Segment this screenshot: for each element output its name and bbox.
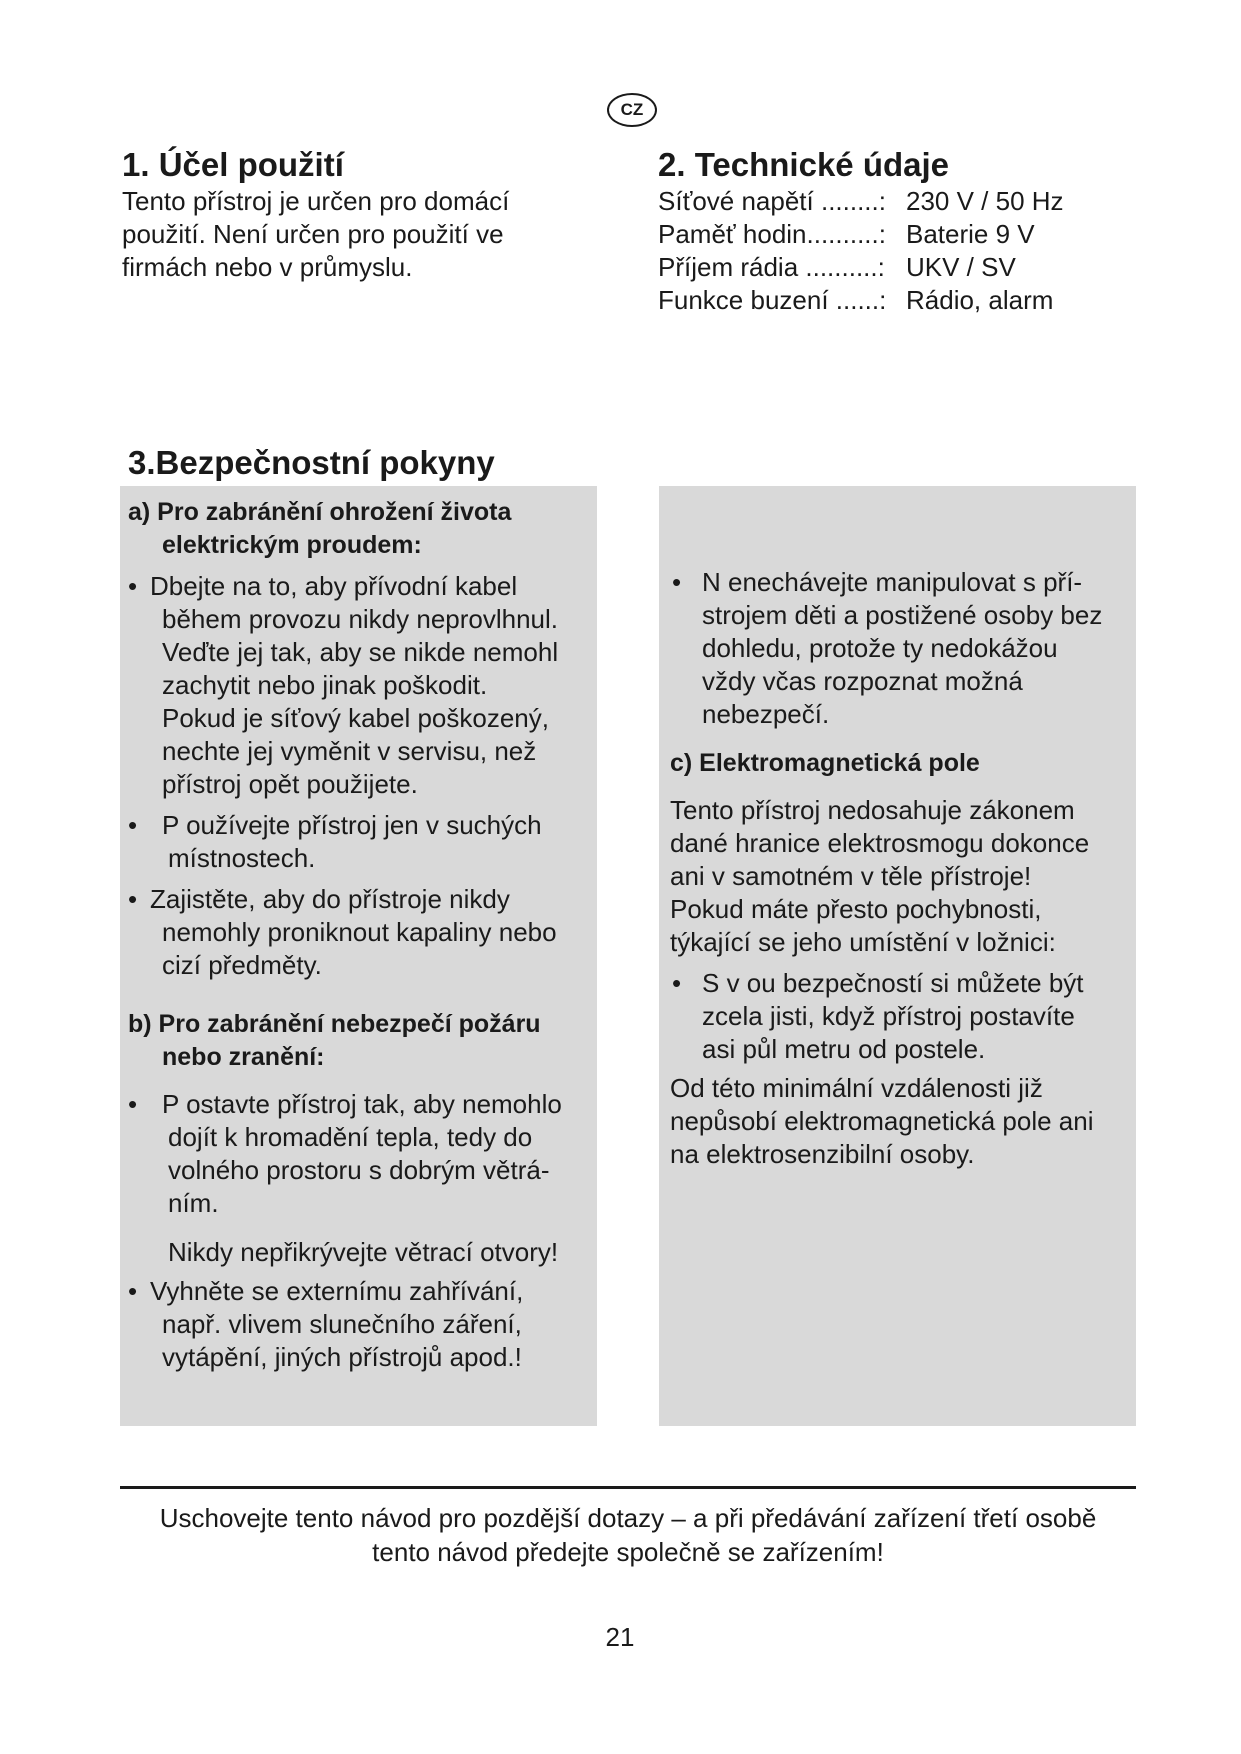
spec-row	[658, 218, 1138, 251]
text-line: během provozu nikdy neprovlhnul.	[162, 604, 559, 634]
text-line: ani v samotném v těle přístroje!	[670, 861, 1032, 891]
bullet-item	[128, 1275, 608, 1374]
section-purpose	[122, 145, 592, 284]
text-line: Vyhněte se externímu zahřívání,	[150, 1276, 524, 1306]
text-line: cizí předměty.	[162, 950, 322, 980]
bullet-item	[670, 967, 1140, 1066]
text-line: asi půl metru od postele.	[702, 1034, 986, 1064]
subsection-a-heading	[128, 496, 608, 562]
text-line: Dbejte na to, aby přívodní kabel	[150, 571, 518, 601]
text-line: nechte jej vyměnit v servisu, než	[162, 736, 537, 766]
section-purpose-title: 1. Účel použití	[122, 146, 344, 183]
heading-line: nebo zranění:	[162, 1043, 325, 1071]
spec-row	[658, 251, 1138, 284]
subsection-c-paragraph-2	[670, 1072, 1140, 1171]
bullet-dot: •	[128, 810, 138, 840]
bullet-item	[670, 566, 1140, 731]
text-line: nebezpečí.	[702, 699, 830, 729]
spec-row	[658, 185, 1138, 218]
text-line: P ostavte přístroj tak, aby nemohlo	[162, 1089, 562, 1119]
text-line: vytápění, jiných přístrojů apod.!	[162, 1342, 522, 1372]
text-line: dojít k hromadění tepla, tedy do	[168, 1122, 533, 1152]
spec-value: UKV / SV	[906, 252, 1016, 282]
text-line: Pokud máte přesto pochybnosti,	[670, 894, 1042, 924]
text-line: nepůsobí elektromagnetická pole ani	[670, 1106, 1094, 1136]
spec-value: Baterie 9 V	[906, 219, 1035, 249]
text-line: S v ou bezpečností si můžete být	[702, 968, 1084, 998]
text-line: N enechávejte manipulovat s pří-	[702, 567, 1083, 597]
bullet-dot: •	[128, 1089, 138, 1119]
bullet-dot: •	[672, 567, 682, 597]
spec-label: Paměť hodin..........:	[658, 219, 886, 249]
text-line: P oužívejte přístroj jen v suchých	[162, 810, 542, 840]
bullet-item	[128, 570, 608, 801]
spec-table	[658, 185, 1138, 317]
text-line: přístroj opět použijete.	[162, 769, 418, 799]
heading-line: a) Pro zabránění ohrožení života	[128, 498, 512, 526]
ventilation-note: Nikdy nepřikrývejte větrací otvory!	[168, 1237, 559, 1267]
spec-label: Funkce buzení ......:	[658, 285, 887, 315]
text-line: strojem děti a postižené osoby bez	[702, 600, 1103, 630]
text-line: zachytit nebo jinak poškodit.	[162, 670, 488, 700]
bullet-item	[128, 1088, 608, 1220]
bullet-dot: •	[128, 571, 138, 601]
spec-label: Příjem rádia ..........:	[658, 252, 885, 282]
footer-line: Uschovejte tento návod pro pozdější dotazy – a při předávání zařízení třetí osobě	[159, 1503, 1097, 1533]
text-line: např. vlivem slunečního záření,	[162, 1309, 522, 1339]
spec-row	[658, 284, 1138, 317]
section-technical-data	[658, 145, 1138, 317]
text-line: použití. Není určen pro použití ve	[122, 219, 504, 249]
bullet-item	[128, 883, 608, 982]
text-line: na elektrosenzibilní osoby.	[670, 1139, 975, 1169]
heading-line: elektrickým proudem:	[162, 531, 422, 559]
spec-label: Síťové napětí ........:	[658, 186, 886, 216]
heading-line: b) Pro zabránění nebezpečí požáru	[128, 1010, 541, 1038]
text-line: dohledu, protože ty nedokážou	[702, 633, 1058, 663]
text-line: Zajistěte, aby do přístroje nikdy	[150, 884, 510, 914]
subsection-c-paragraph	[670, 794, 1140, 959]
text-line: vždy včas rozpoznat možná	[702, 666, 1023, 696]
text-line: Tento přístroj je určen pro domácí	[122, 186, 510, 216]
text-line: Veďte jej tak, aby se nikde nemohl	[162, 637, 559, 667]
language-badge: CZ	[607, 93, 657, 127]
bullet-dot: •	[128, 884, 138, 914]
text-line: Tento přístroj nedosahuje zákonem	[670, 795, 1075, 825]
footer-line: tento návod předejte společně se zařízením!	[372, 1537, 884, 1567]
footer-note	[120, 1501, 1136, 1569]
subsection-c-heading: c) Elektromagnetická pole	[670, 749, 980, 777]
text-line: místnostech.	[168, 843, 316, 873]
page-number: 21	[605, 1622, 635, 1652]
section-technical-title: 2. Technické údaje	[658, 146, 950, 183]
text-line: Pokud je síťový kabel poškozený,	[162, 703, 549, 733]
text-line: Od této minimální vzdálenosti již	[670, 1073, 1043, 1103]
text-line: dané hranice elektrosmogu dokonce	[670, 828, 1090, 858]
text-line: nemohly proniknout kapaliny nebo	[162, 917, 557, 947]
text-line: volného prostoru s dobrým větrá-	[168, 1155, 550, 1185]
safety-right-content	[670, 566, 1140, 1171]
bullet-item	[128, 809, 608, 875]
text-line: firmách nebo v průmyslu.	[122, 252, 413, 282]
section-safety-title: 3.Bezpečnostní pokyny	[128, 444, 495, 481]
section-purpose-text	[122, 185, 592, 284]
safety-left-content	[128, 496, 608, 1374]
text-line: zcela jisti, když přístroj postavíte	[702, 1001, 1075, 1031]
spec-value: Rádio, alarm	[906, 285, 1054, 315]
footer-divider	[120, 1486, 1136, 1489]
bullet-dot: •	[128, 1276, 138, 1306]
text-line: týkající se jeho umístění v ložnici:	[670, 927, 1056, 957]
subsection-b-heading	[128, 1008, 608, 1074]
text-line: ním.	[168, 1188, 219, 1218]
bullet-dot: •	[672, 968, 682, 998]
spec-value: 230 V / 50 Hz	[906, 186, 1064, 216]
